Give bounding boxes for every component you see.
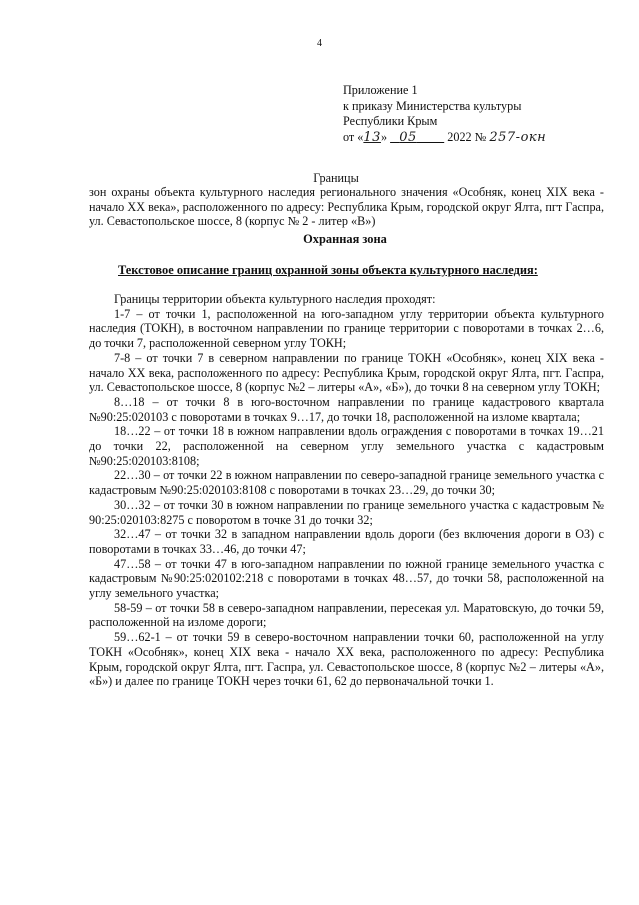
zone-heading: Охранная зона	[303, 232, 387, 246]
paragraph-segment: 7-8 – от точки 7 в северном направлении по границе ТОКН «Особняк», конец XIX века - начало XX века, расположенного по адресу: Республика Крым, городской округ Ялта, пгт. Гаспра, ул. Севастопольское шоссе, 8 (корпус №2 – литеры «А», «Б»), до точки 8 на северном углу ТОКН;	[89, 350, 604, 395]
paragraph-segment: 30…32 – от точки 30 в южном направлении по границе земельного участка с кадастровым № 90:25:020103:8275 с поворотом в точке 31 до точки 32;	[89, 497, 604, 527]
month-blank	[390, 130, 444, 144]
handwritten-month: 05	[399, 129, 417, 145]
date-year: 2022 №	[444, 129, 490, 144]
handwritten-day: 13	[363, 129, 381, 145]
boundary-description	[89, 292, 604, 689]
appendix-line-2: к приказу Министерства культуры	[343, 98, 522, 113]
paragraph-segment: 47…58 – от точки 47 в юго-западном направлении по южной границе земельного участка с кадастровым №90:25:020102:218 с поворотами в точках 48…57, до точки 58, расположенной на углу земельного участка;	[89, 556, 604, 601]
handwritten-order-number: 257-окн	[489, 129, 547, 145]
paragraph-intro: Границы территории объекта культурного наследия проходят:	[114, 292, 436, 306]
appendix-block	[343, 83, 546, 145]
appendix-line-3: Республики Крым	[343, 114, 438, 129]
date-prefix: от «	[343, 129, 364, 144]
paragraph-segment: 59…62-1 – от точки 59 в северо-восточном направлении точки 60, расположенной на углу ТОКН «Особняк», конец XIX века - начало XX века, расположенного по адресу: Республика Крым, городской округ Ялта, пгт. Гаспра, ул. Севастопольское шоссе, 8 (корпус №2 – литеры «А», «Б») и далее по границе ТОКН через точки 61, 62 до первоначальной точки 1.	[89, 630, 604, 689]
paragraph-segment: 1-7 – от точки 1, расположенной на юго-западном углу территории объекта культурного наследия (ТОКН), в восточном направлении по границе территории с поворотами в точках 2…6, до точки 7, расположенной северном углу ТОКН;	[89, 306, 604, 351]
title-heading: Границы	[313, 171, 359, 185]
appendix-line-1: Приложение 1	[343, 83, 418, 97]
paragraph-segment: 22…30 – от точки 22 в южном направлении по северо-западной границе земельного участка с кадастровым №90:25:020103:8108 с поворотами в точках 23…29, до точки 30;	[89, 468, 604, 498]
description-heading: Текстовое описание границ охранной зоны объекта культурного наследия:	[118, 263, 538, 277]
page-number: 4	[317, 38, 322, 49]
title-text: зон охраны объекта культурного наследия регионального значения «Особняк, конец XIX века - начало XX века», расположенного по адресу: Республика Крым, городской округ Ялта, пгт Гаспра, ул. Севастопольское шоссе, 8 (корпус № 2 - литер «В»)	[89, 185, 604, 229]
paragraph-segment: 32…47 – от точки 32 в западном направлении вдоль дороги (без включения дороги в ОЗ) с поворотами в точках 33…46, до точки 47;	[89, 527, 604, 556]
paragraph-segment: 18…22 – от точки 18 в южном направлении вдоль ограждения с поворотами в точках 19…21 до точки 22, расположенной на северном углу земельного участка с кадастровым №90:25:020103:8108;	[89, 424, 604, 468]
paragraph-segment: 58-59 – от точки 58 в северо-западном направлении, пересекая ул. Маратовскую, до точки 59, расположенной на изломе дороги;	[89, 600, 604, 630]
appendix-date-line	[343, 130, 546, 146]
paragraph-segment: 8…18 – от точки 8 в юго-восточном направлении по границе кадастрового квартала №90:25:020103 с поворотами в точках 9…17, до точки 18, расположенной на изломе квартала;	[89, 394, 604, 424]
date-mid: »	[380, 129, 391, 144]
